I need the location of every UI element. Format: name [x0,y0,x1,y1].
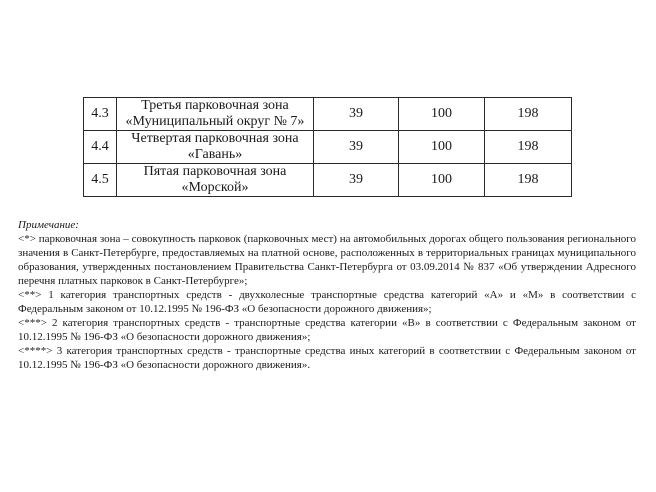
zone-name-line: Пятая парковочная зона [143,164,287,179]
value-cell: 39 [314,131,399,164]
value-cell: 198 [485,164,572,197]
table-row [84,131,572,164]
zone-name-cell [117,164,314,197]
row-number: 4.3 [84,98,117,131]
parking-zones-table [83,97,572,197]
value-cell: 39 [314,98,399,131]
zone-name-line: «Гавань» [187,147,243,162]
row-number: 4.4 [84,131,117,164]
notes-section [18,218,636,372]
value-cell: 100 [399,164,485,197]
note-paragraph: <**> 1 категория транспортных средств - двухколесные транспортные средства категорий «А» и «М» в соответствии с Федеральным законом от 10.12.1995 № 196-ФЗ «О безопасности дорожного движения»; [18,289,636,315]
row-number: 4.5 [84,164,117,197]
value-cell: 198 [485,131,572,164]
zone-name-cell [117,98,314,131]
zone-name-line: «Муниципальный округ № 7» [125,114,305,129]
value-cell: 100 [399,131,485,164]
value-cell: 100 [399,98,485,131]
notes-heading: Примечание: [18,219,79,231]
table-row [84,164,572,197]
zone-name-line: Четвертая парковочная зона [131,131,299,146]
zone-name-line: «Морской» [181,180,249,195]
value-cell: 39 [314,164,399,197]
value-cell: 198 [485,98,572,131]
note-paragraph: <***> 2 категория транспортных средств - транспортные средства категории «В» в соответствии с Федеральным законом от 10.12.1995 № 196-ФЗ «О безопасности дорожного движения»; [18,317,636,343]
note-paragraph: <****> 3 категория транспортных средств - транспортные средства иных категорий в соответствии с Федеральным законом от 10.12.1995 № 196-ФЗ «О безопасности дорожного движения». [18,345,636,371]
note-paragraph: <*> парковочная зона – совокупность парковок (парковочных мест) на автомобильных дорогах общего пользования регионального значения в Санкт-Петербурге, предоставляемых на платной основе, расположенных в территориальных границах муниципального образования, утвержденных постановлением Правительства Санкт-Петербурга от 03.09.2014 № 837 «Об утверждении Адресного перечня платных парковок в Санкт-Петербурге»; [18,233,636,287]
table-row [84,98,572,131]
zone-name-cell [117,131,314,164]
zone-name-line: Третья парковочная зона [141,98,289,113]
